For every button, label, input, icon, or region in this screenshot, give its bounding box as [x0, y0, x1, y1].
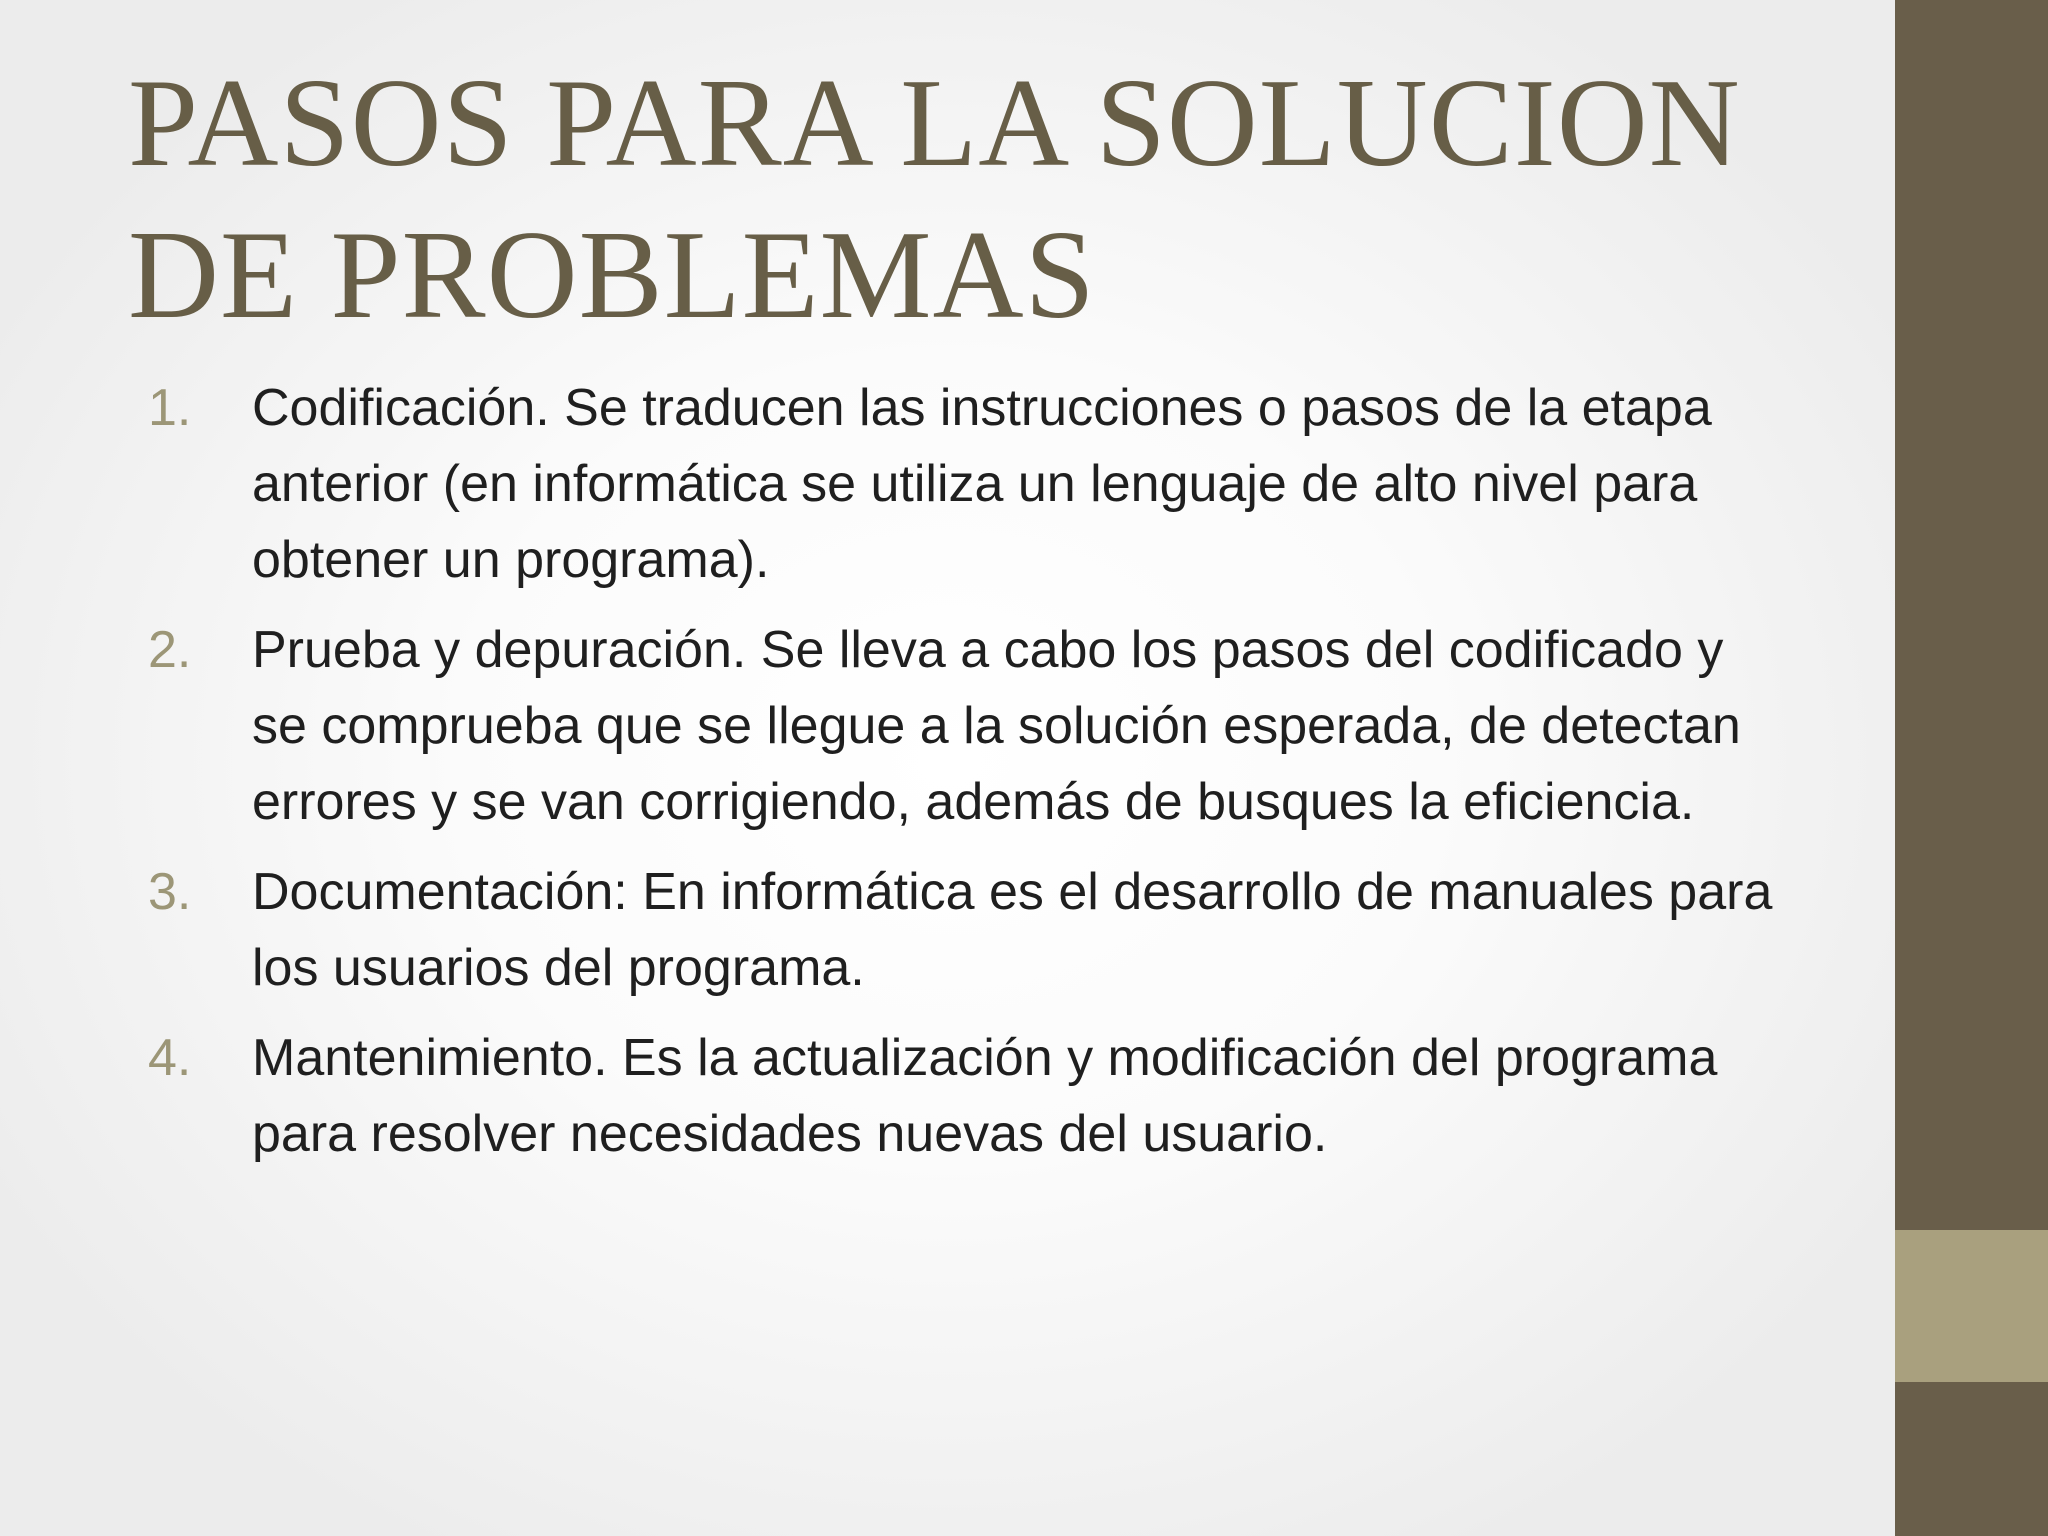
step-number: 2.	[148, 621, 192, 679]
step-text: Codificación. Se traducen las instrucciones o pasos de la etapa anterior (en informática se utiliza un lenguaje de alto nivel para obtener un programa).	[252, 379, 1712, 589]
list-item	[148, 612, 1788, 840]
step-text: Prueba y depuración. Se lleva a cabo los pasos del codificado y se comprueba que se llegue a la solución esperada, de detectan errores y se van corrigiendo, además de busques la eficiencia.	[252, 621, 1741, 831]
slide-title-line-2: DE PROBLEMAS	[128, 206, 1096, 345]
steps-list	[148, 370, 1788, 1186]
step-text: Documentación: En informática es el desarrollo de manuales para los usuarios del programa.	[252, 863, 1773, 997]
slide-title	[128, 48, 1848, 352]
step-text: Mantenimiento. Es la actualización y modificación del programa para resolver necesidades nuevas del usuario.	[252, 1029, 1718, 1163]
step-number: 3.	[148, 863, 192, 921]
list-item	[148, 1020, 1788, 1172]
slide-title-line-1: PASOS PARA LA SOLUCION	[128, 54, 1741, 193]
side-accent-block	[1895, 1230, 2048, 1382]
step-number: 1.	[148, 379, 192, 437]
step-number: 4.	[148, 1029, 192, 1087]
list-item	[148, 370, 1788, 598]
list-item	[148, 854, 1788, 1006]
side-decoration-bar	[1895, 0, 2048, 1536]
